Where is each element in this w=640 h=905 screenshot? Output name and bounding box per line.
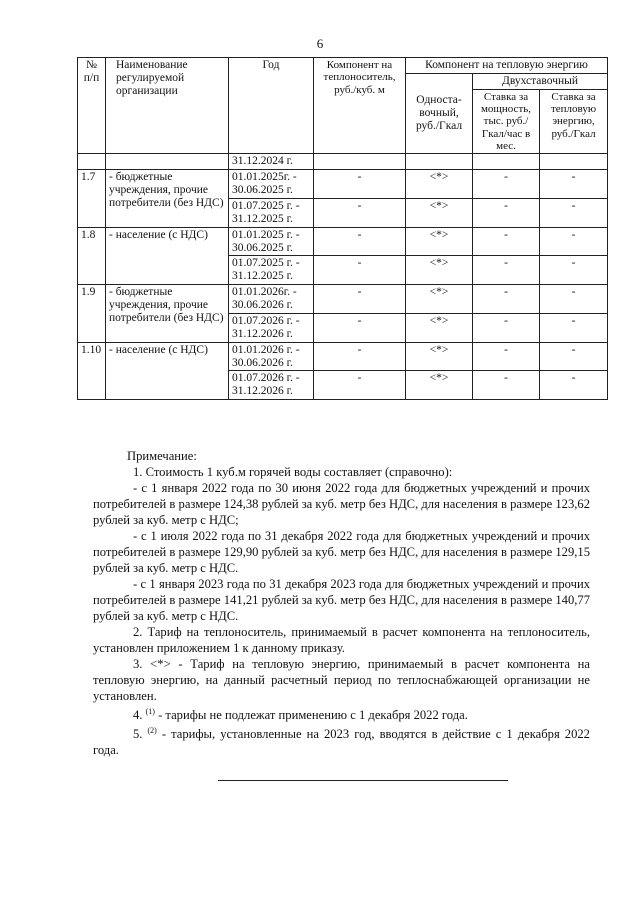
carrier-value: - [314,313,406,342]
note-3: 3. <*> - Тариф на тепловую энергию, принимаемый в расчет компонента на тепловую энергию, на данный расчетный период по теплоснабжающей организации не установлен. [93,657,590,703]
year-cell: 01.07.2026 г. - 31.12.2026 г. [229,313,314,342]
note-5 [93,723,590,758]
header-energy-rate: Ставка за тепловую энергию, руб./Гкал [540,89,608,154]
table-body [78,154,608,400]
note-5-text: - тарифы, установленные на 2023 год, вводятся в действие с 1 декабря 2022 года. [93,727,590,758]
organization-name: - бюджетные учреждения, прочие потребители (без НДС) [106,170,229,228]
energy-rate-value: - [540,170,608,199]
header-energy: Компонент на тепловую энергию [406,58,608,74]
header-carrier: Компонент на теплоноситель, руб./куб. м [314,58,406,154]
power-rate-value: - [473,227,540,256]
year-cell: 01.01.2025г. - 30.06.2025 г. [229,170,314,199]
header-num: № п/п [78,58,106,154]
header-double: Двухставочный [473,73,608,89]
carrier-value: - [314,256,406,285]
table-row [78,342,608,371]
year-cell: 31.12.2024 г. [229,154,314,170]
energy-rate-value: - [540,227,608,256]
single-rate-value: <*> [406,371,473,400]
row-number: 1.9 [78,285,106,343]
year-cell: 01.07.2025 г. - 31.12.2025 г. [229,256,314,285]
year-cell: 01.01.2026г. - 30.06.2026 г. [229,285,314,314]
table-row [78,285,608,314]
single-rate-value: <*> [406,198,473,227]
note-2: 2. Тариф на теплоноситель, принимаемый в расчет компонента на теплоноситель, установлен приложением 1 к данному приказу. [93,625,590,655]
power-rate-value: - [473,285,540,314]
header-year: Год [229,58,314,154]
single-rate-value: <*> [406,170,473,199]
year-cell: 01.01.2026 г. - 30.06.2026 г. [229,342,314,371]
organization-name: - население (с НДС) [106,342,229,400]
single-rate-value: <*> [406,342,473,371]
notes-title: Примечание: [127,449,197,463]
footer-divider [218,780,508,781]
header-single: Односта- вочный, руб./Гкал [406,73,473,153]
single-rate-value: <*> [406,313,473,342]
carrier-value: - [314,371,406,400]
year-cell: 01.07.2026 г. - 31.12.2026 г. [229,371,314,400]
year-cell: 01.07.2025 г. - 31.12.2025 г. [229,198,314,227]
table-row [78,170,608,199]
power-rate-value: - [473,256,540,285]
note-5-prefix: 5. [133,727,143,742]
row-number: 1.10 [78,342,106,400]
note-4-text: - тарифы не подлежат применению с 1 декабря 2022 года. [158,708,468,723]
energy-rate-value: - [540,256,608,285]
tariff-table [77,57,608,400]
row-number: 1.7 [78,170,106,228]
organization-name: - население (с НДС) [106,227,229,285]
energy-rate-value: - [540,342,608,371]
energy-rate-value: - [540,313,608,342]
header-name: Наименование регулируемой организации [106,58,229,154]
single-rate-value: <*> [406,227,473,256]
organization-name: - бюджетные учреждения, прочие потребители (без НДС) [106,285,229,343]
notes [93,448,590,758]
energy-rate-value: - [540,198,608,227]
single-rate-value: <*> [406,285,473,314]
header-power: Ставка за мощность, тыс. руб./ Гкал/час в мес. [473,89,540,154]
carrier-value: - [314,342,406,371]
note-4 [93,704,590,723]
note-5-sup: (2) [147,726,157,736]
power-rate-value: - [473,170,540,199]
single-rate-value: <*> [406,256,473,285]
power-rate-value: - [473,313,540,342]
power-rate-value: - [473,371,540,400]
note-4-prefix: 4. [133,708,143,723]
carrier-value: - [314,198,406,227]
note-1c: - с 1 января 2023 года по 31 декабря 2023 года для бюджетных учреждений и прочих потребителей в размере 141,21 рублей за куб. метр без НДС, для населения в размере 140,77 рублей за куб. метр с НДС. [93,577,590,623]
carrier-value: - [314,170,406,199]
table-row [78,227,608,256]
power-rate-value: - [473,198,540,227]
energy-rate-value: - [540,285,608,314]
table-row [78,154,608,170]
carrier-value: - [314,227,406,256]
note-4-sup: (1) [145,707,155,716]
power-rate-value: - [473,342,540,371]
row-number: 1.8 [78,227,106,285]
energy-rate-value: - [540,371,608,400]
note-1b: - с 1 июля 2022 года по 31 декабря 2022 года для бюджетных учреждений и прочих потребителей в размере 129,90 рублей за куб. метр без НДС, для населения в размере 129,15 рублей за куб. метр с НДС. [93,529,590,575]
page-number: 6 [316,36,324,51]
carrier-value: - [314,285,406,314]
note-1: 1. Стоимость 1 куб.м горячей воды составляет (справочно): [133,465,453,479]
year-cell: 01.01.2025 г. - 30.06.2025 г. [229,227,314,256]
note-1a: - с 1 января 2022 года по 30 июня 2022 года для бюджетных учреждений и прочих потребителей в размере 124,38 рублей за куб. метр без НДС, для населения в размере 123,62 рублей за куб. метр с НДС; [93,481,590,527]
